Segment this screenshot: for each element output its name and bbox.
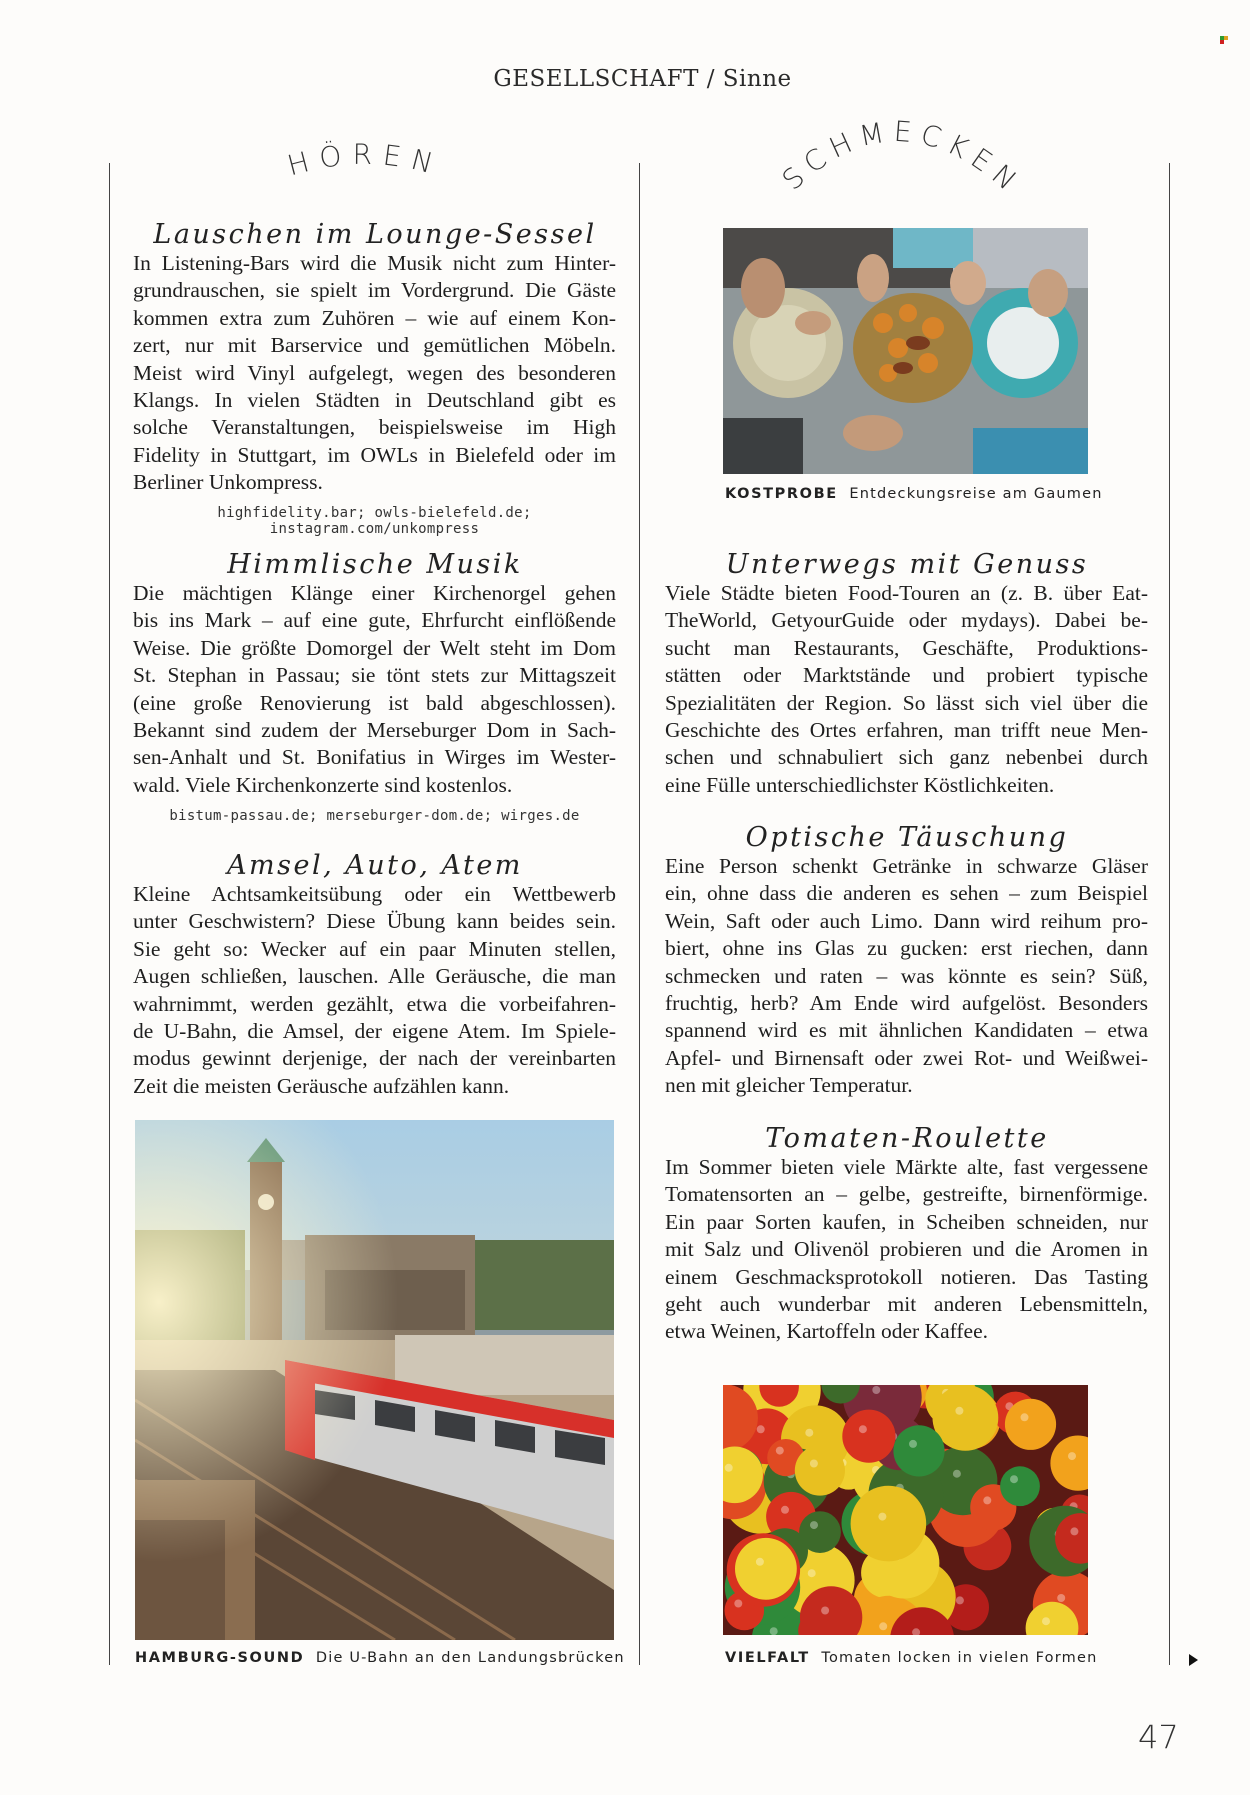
article-body-lauschen: In Listening-Bars wird die Musik nicht zum Hinter- grundrauschen, sie spielt im Vordergrund. Die Gäste kommen extra zum Zuhören – wie auf einem Kon- zert, nur mit Barservice und gemütlichen Möbeln. Meist wird Vinyl aufgelegt, wegen des besonderen Klangs. In vielen Städten in Deutschland gibt es solche Veranstaltungen, beispielsweise im High Fidelity in Stuttgart, im OWLs in Bielefeld oder im Berliner Unkompress. bbox=[133, 251, 616, 495]
continue-arrow-icon bbox=[1189, 1654, 1198, 1666]
photo-hamburg-ubahn bbox=[135, 1120, 614, 1640]
article-body-amsel: Kleine Achtsamkeitsübung oder ein Wettbewerb unter Geschwistern? Diese Übung kann beides sein. Sie geht so: Wecker auf ein paar Minuten stellen, Augen schließen, lauschen. Alle Geräusche, die man wahrnimmt, werden gezählt, etwa die vorbeifahren- de U-Bahn, die Amsel, der eigene Atem. Im Spiele- modus gewinnt derjenige, der nach der vereinbarten Zeit die meisten Geräusche aufzählen kann. bbox=[133, 882, 616, 1098]
article-source-himmlische-musik: bistum-passau.de; merseburger-dom.de; wirges.de bbox=[169, 808, 580, 824]
svg-text:SCHMECKEN: SCHMECKEN bbox=[775, 114, 1029, 202]
right-column-rule bbox=[1169, 163, 1170, 1665]
caption-vielfalt-label: VIELFALT bbox=[725, 1650, 810, 1666]
section-label-hoeren bbox=[270, 120, 460, 190]
article-heading-amsel: Amsel, Auto, Atem bbox=[227, 850, 523, 881]
article-heading-tomaten-roulette: Tomaten-Roulette bbox=[765, 1123, 1049, 1154]
center-column-rule bbox=[639, 163, 640, 1665]
page-number: 47 bbox=[1138, 1718, 1179, 1756]
caption-hamburg bbox=[135, 1650, 625, 1666]
article-body-unterwegs: Viele Städte bieten Food-Touren an (z. B. über Eat- TheWorld, GetyourGuide oder mydays). Dabei be- sucht man Restaurants, Geschäfte, Produktions- stätten oder Marktstände und probiert typische Spezialitäten der Region. So lässt sich viel über die Geschichte des Ortes erfahren, man trifft neue Men- schen und schnabuliert sich ganz nebenbei durch eine Fülle unterschiedlichster Köstlichkeiten. bbox=[665, 581, 1148, 797]
caption-hamburg-text: Die U-Bahn an den Landungsbrücken bbox=[315, 1650, 625, 1666]
article-body-himmlische-musik: Die mächtigen Klänge einer Kirchenorgel gehen bis ins Mark – auf eine gute, Ehrfurcht einflößende Weise. Die größte Domorgel der Welt steht im Dom St. Stephan in Passau; sie tönt stets zur Mittagszeit (eine große Renovierung ist bald abgeschlossen). Bekannt sind zudem der Merseburger Dom in Sach- sen-Anhalt und St. Bonifatius in Wirges im Wester- wald. Viele Kirchenkonzerte sind kostenlos. bbox=[133, 581, 616, 797]
article-source-lauschen: highfidelity.bar; owls-bielefeld.de; instagram.com/unkompress bbox=[217, 505, 532, 537]
caption-vielfalt-text: Tomaten locken in vielen Formen bbox=[821, 1650, 1098, 1666]
article-heading-unterwegs: Unterwegs mit Genuss bbox=[725, 549, 1089, 580]
caption-hamburg-label: HAMBURG-SOUND bbox=[135, 1650, 305, 1666]
color-registration-mark bbox=[1220, 36, 1228, 44]
caption-kostprobe bbox=[725, 486, 1103, 502]
svg-text:HÖREN: HÖREN bbox=[283, 137, 447, 183]
article-body-optische-taeuschung: Eine Person schenkt Getränke in schwarze Gläser ein, ohne dass die anderen es sehen – zum Beispiel Wein, Saft oder auch Limo. Dann wird reihum pro- biert, ohne ins Glas zu gucken: erst riechen, dann schmecken und raten – was könnte es sein? Süß, fruchtig, herb? Am Ende wird aufgelöst. Besonders spannend wird es mit ähnlichen Kandidaten – etwa Apfel- und Birnensaft oder zwei Rot- und Weißwei- nen mit gleicher Temperatur. bbox=[665, 854, 1148, 1098]
article-heading-optische-taeuschung: Optische Täuschung bbox=[745, 822, 1069, 853]
article-heading-himmlische-musik: Himmlische Musik bbox=[227, 549, 523, 580]
article-body-tomaten-roulette: Im Sommer bieten viele Märkte alte, fast vergessene Tomatensorten an – gelbe, gestreifte, birnenförmige. Ein paar Sorten kaufen, in Scheiben schneiden, nur mit Salz und Olivenöl probieren und die Aromen in einem Geschmacksprotokoll notieren. Das Tasting geht auch wunderbar mit anderen Lebensmitteln, etwa Weinen, Kartoffeln oder Kaffee. bbox=[665, 1155, 1148, 1344]
photo-food-tasting bbox=[723, 228, 1088, 474]
caption-vielfalt bbox=[725, 1650, 1098, 1666]
section-label-schmecken bbox=[770, 105, 1040, 215]
left-column-rule bbox=[109, 163, 110, 1665]
article-heading-lauschen: Lauschen im Lounge-Sessel bbox=[153, 219, 597, 250]
page-header: GESELLSCHAFT / Sinne bbox=[493, 66, 792, 92]
caption-kostprobe-text: Entdeckungsreise am Gaumen bbox=[849, 486, 1103, 502]
caption-kostprobe-label: KOSTPROBE bbox=[725, 486, 838, 502]
photo-tomatoes bbox=[723, 1385, 1088, 1635]
